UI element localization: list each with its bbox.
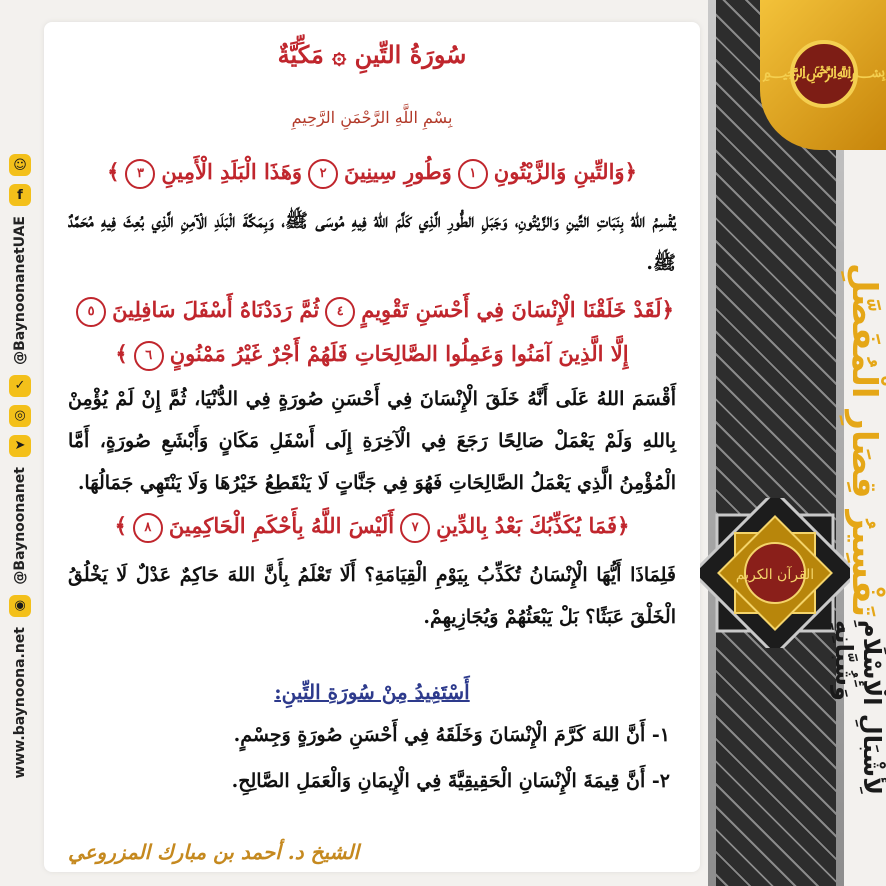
twitter-handle[interactable]: @BaynoonanetUAE — [12, 216, 28, 365]
globe-icon[interactable]: ◉ — [9, 595, 31, 617]
verse-number: ٢ — [308, 159, 338, 189]
corner-decoration — [760, 0, 886, 150]
benefit-item: ١- أَنَّ اللهَ كَرَّمَ الْإِنْسَانَ وَخَلَقَهُ فِي أَحْسَنِ صُورَةٍ وَجِسْمٍ. — [233, 724, 670, 746]
series-subtitle: لِأَشْبَالِ الْإِسْلَامِ وَشُبَّانِهِ — [830, 620, 886, 795]
verse-7: فَمَا يُكَذِّبُكَ بَعْدُ بِالدِّينِ — [436, 513, 618, 538]
social-strip — [0, 150, 40, 850]
band-edge-left — [708, 0, 716, 886]
tafsir-1: يُقْسِمُ اللهُ بِنَبَاتِ التِّينِ وَالزَّيْتُونِ، وَجَبَلِ الطُّورِ الَّذِي كَلَّمَ اللهُ فِيهِ مُوسَى ﷺ، وَبِمَكَّةَ الْبَلَدِ الْآمِنِ الَّذِي بُعِثَ فِيهِ مُحَمَّدٌ ﷺ. — [68, 210, 676, 274]
verse-number: ٤ — [325, 297, 355, 327]
emblem-text: القرآن الكريم — [735, 567, 815, 583]
website-link[interactable]: www.baynoona.net — [12, 626, 28, 778]
verse-number: ٣ — [125, 159, 155, 189]
basmala: بِسْمِ اللَّهِ الرَّحْمَنِ الرَّحِيمِ — [291, 108, 453, 127]
telegram-icon[interactable]: ➤ — [9, 435, 31, 457]
verses-block-3: ﴿فَمَا يُكَذِّبُكَ بَعْدُ بِالدِّينِ٧أَلَيْسَ اللَّهُ بِأَحْكَمِ الْحَاكِمِينَ٨﴾ — [68, 504, 676, 548]
verse-number: ٧ — [400, 513, 430, 543]
benefits-title: أَسْتَفِيدُ مِنْ سُورَةِ التِّينِ: — [274, 680, 470, 704]
verse-1: وَالتِّينِ وَالزَّيْتُونِ — [493, 159, 625, 184]
verse-number: ٨ — [133, 513, 163, 543]
verse-4: لَقَدْ خَلَقْنَا الْإِنْسَانَ فِي أَحْسَنِ تَقْوِيمٍ — [361, 297, 662, 322]
verse-6: إِلَّا الَّذِينَ آمَنُوا وَعَمِلُوا الصَّالِحَاتِ فَلَهُمْ أَجْرٌ غَيْرُ مَمْنُونٍ — [169, 341, 629, 366]
instagram-icon[interactable]: ◎ — [9, 405, 31, 427]
benefit-item: ٢- أَنَّ قِيمَةَ الْإِنْسَانِ الْحَقِيقِيَّةَ فِي الْإِيمَانِ وَالْعَمَلِ الصَّالِحِ. — [231, 770, 670, 792]
twitter-icon[interactable]: ✓ — [9, 375, 31, 397]
verse-8: أَلَيْسَ اللَّهُ بِأَحْكَمِ الْحَاكِمِينَ — [168, 513, 395, 538]
facebook-icon[interactable]: f — [9, 184, 31, 206]
verses-block-2: ﴿لَقَدْ خَلَقْنَا الْإِنْسَانَ فِي أَحْسَنِ تَقْوِيمٍ٤ثُمَّ رَدَدْنَاهُ أَسْفَلَ سَافِلِينَ٥إِلَّا الَّذِينَ آمَنُوا وَعَمِلُوا الصَّالِحَاتِ فَلَهُمْ أَجْرٌ غَيْرُ مَمْنُونٍ٦﴾ — [68, 288, 676, 376]
verses-block-1: ﴿وَالتِّينِ وَالزَّيْتُونِ١وَطُورِ سِينِينَ٢وَهَذَا الْبَلَدِ الْأَمِينِ٣﴾ — [68, 150, 676, 194]
brand-logo-icon: ﷽ — [790, 40, 858, 108]
author-signature: الشيخ د. أحمد بن مبارك المزروعي — [68, 840, 360, 864]
tafsir-2: أَقْسَمَ اللهُ عَلَى أَنَّهُ خَلَقَ الْإِنْسَانَ فِي أَحْسَنِ صُورَةٍ فِي الدُّنْيَا، ثُمَّ إِنْ لَمْ يُؤْمِنْ بِاللهِ وَلَمْ يَعْمَلْ صَالِحًا رَجَعَ فِي الْآخِرَةِ إِلَى أَسْفَلِ مَكَانٍ وَأَبْشَعِ صُورَةٍ، أَمَّا الْمُؤْمِنُ الَّذِي يَعْمَلُ الصَّالِحَاتِ فَهُوَ فِي جَنَّاتٍ لَا يَنْقَطِعُ خَيْرُهَا وَلَا يَنْتَهِي جَمَالُهَا. — [68, 388, 676, 494]
tafsir-3: فَلِمَاذَا أَيُّهَا الْإِنْسَانُ تُكَذِّبُ بِيَوْمِ الْقِيَامَةِ؟ أَلَا تَعْلَمُ بِأَنَّ اللهَ حَاكِمٌ عَدْلٌ لَا يَخْلُقُ الْخَلْقَ عَبَثًا؟ بَلْ يَبْعَثُهُمْ وَيُجَازِيهِمْ. — [68, 564, 676, 628]
verse-2: وَطُورِ سِينِينَ — [344, 159, 452, 184]
verse-5: ثُمَّ رَدَدْنَاهُ أَسْفَلَ سَافِلِينَ — [112, 297, 320, 322]
series-title: تَفْسِيرُ قِصَارِ الْمُفَصَّلِ — [844, 262, 884, 618]
instagram-handle[interactable]: @Baynoonanet — [12, 466, 28, 585]
verse-number: ١ — [458, 159, 488, 189]
verse-3: وَهَذَا الْبَلَدِ الْأَمِينِ — [161, 159, 303, 184]
surah-title: سُورَةُ التِّينِ ۞ مَكِّيَّةٌ — [277, 40, 467, 69]
verse-number: ٦ — [134, 341, 164, 371]
quran-star-emblem — [700, 498, 850, 648]
snapchat-icon[interactable]: ☺ — [9, 154, 31, 176]
content-card — [44, 22, 700, 872]
verse-number: ٥ — [76, 297, 106, 327]
